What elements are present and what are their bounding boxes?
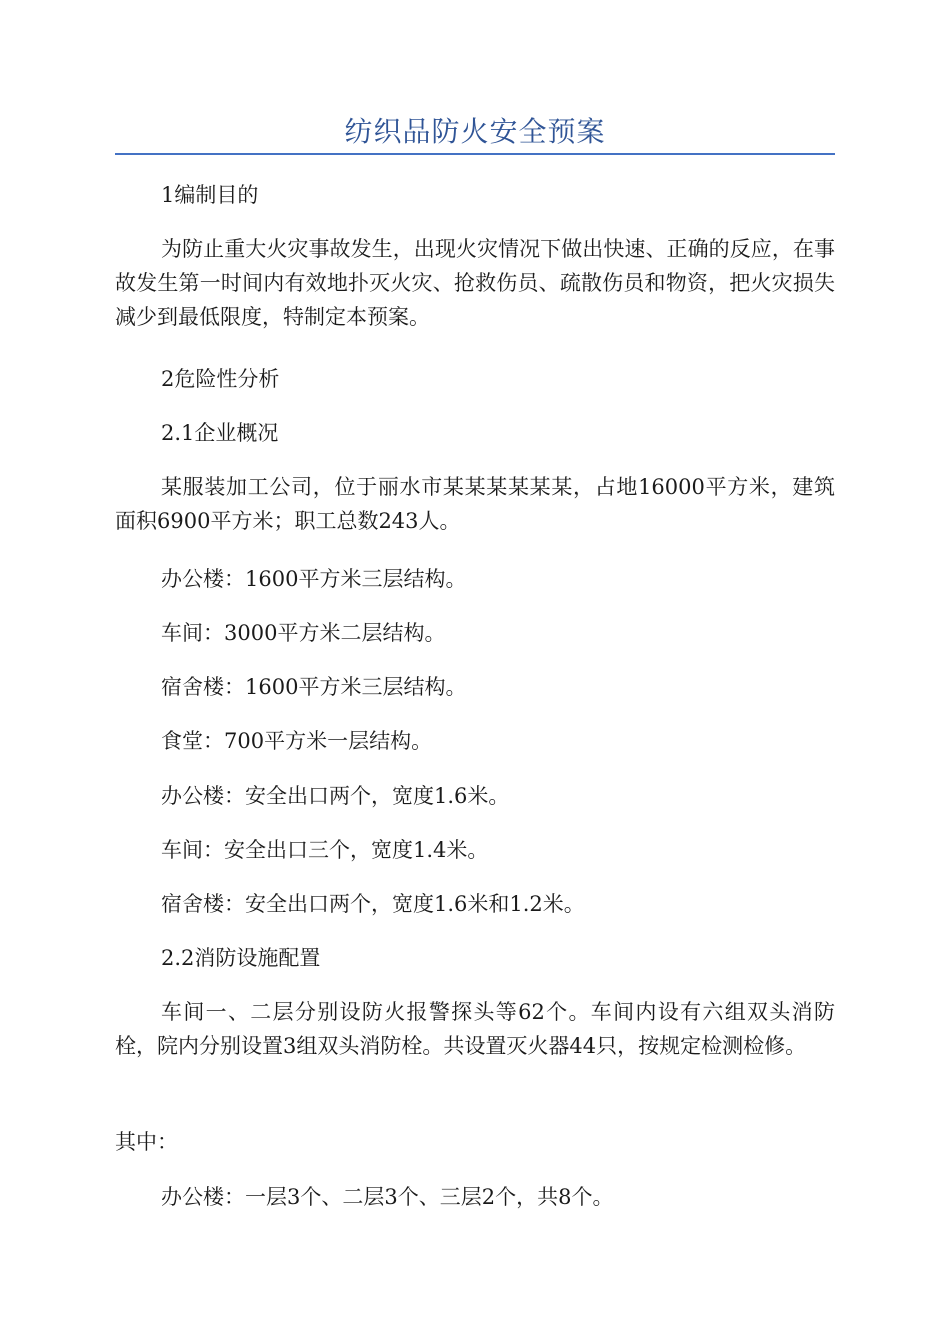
list-item-dormitory-exits: 宿舍楼：安全出口两个，宽度1.6米和1.2米。 [161, 892, 585, 916]
list-item-office-building: 办公楼：1600平方米三层结构。 [161, 567, 467, 591]
heading-fire-facilities: 2.2消防设施配置 [161, 946, 321, 970]
list-item-workshop-exits: 车间：安全出口三个，宽度1.4米。 [161, 838, 489, 862]
list-item-office-extinguishers: 办公楼：一层3个、二层3个、三层2个，共8个。 [161, 1185, 614, 1209]
list-item-canteen: 食堂：700平方米一层结构。 [161, 729, 433, 753]
paragraph-fire-facilities: 车间一、二层分别设防火报警探头等62个。车间内设有六组双头消防栓，院内分别设置3组双头消防栓。共设置灭火器44只，按规定检测检修。 [115, 1000, 835, 1058]
heading-purpose: 1编制目的 [161, 183, 259, 207]
list-item-dormitory: 宿舍楼：1600平方米三层结构。 [161, 675, 467, 699]
title-underline [115, 153, 835, 155]
list-item-office-exits: 办公楼：安全出口两个，宽度1.6米。 [161, 784, 510, 808]
label-among-them: 其中： [115, 1130, 178, 1154]
paragraph-purpose: 为防止重大火灾事故发生，出现火灾情况下做出快速、正确的反应，在事故发生第一时间内有效地扑灭火灾、抢救伤员、疏散伤员和物资，把火灾损失减少到最低限度，特制定本预案。 [115, 237, 835, 329]
heading-company-overview: 2.1企业概况 [161, 421, 279, 445]
list-item-workshop: 车间：3000平方米二层结构。 [161, 621, 446, 645]
document-title: 纺织品防火安全预案 [344, 115, 606, 148]
heading-risk-analysis: 2危险性分析 [161, 367, 280, 391]
paragraph-company-overview: 某服装加工公司，位于丽水市某某某某某某，占地16000平方米，建筑面积6900平方米；职工总数243人。 [115, 475, 835, 533]
